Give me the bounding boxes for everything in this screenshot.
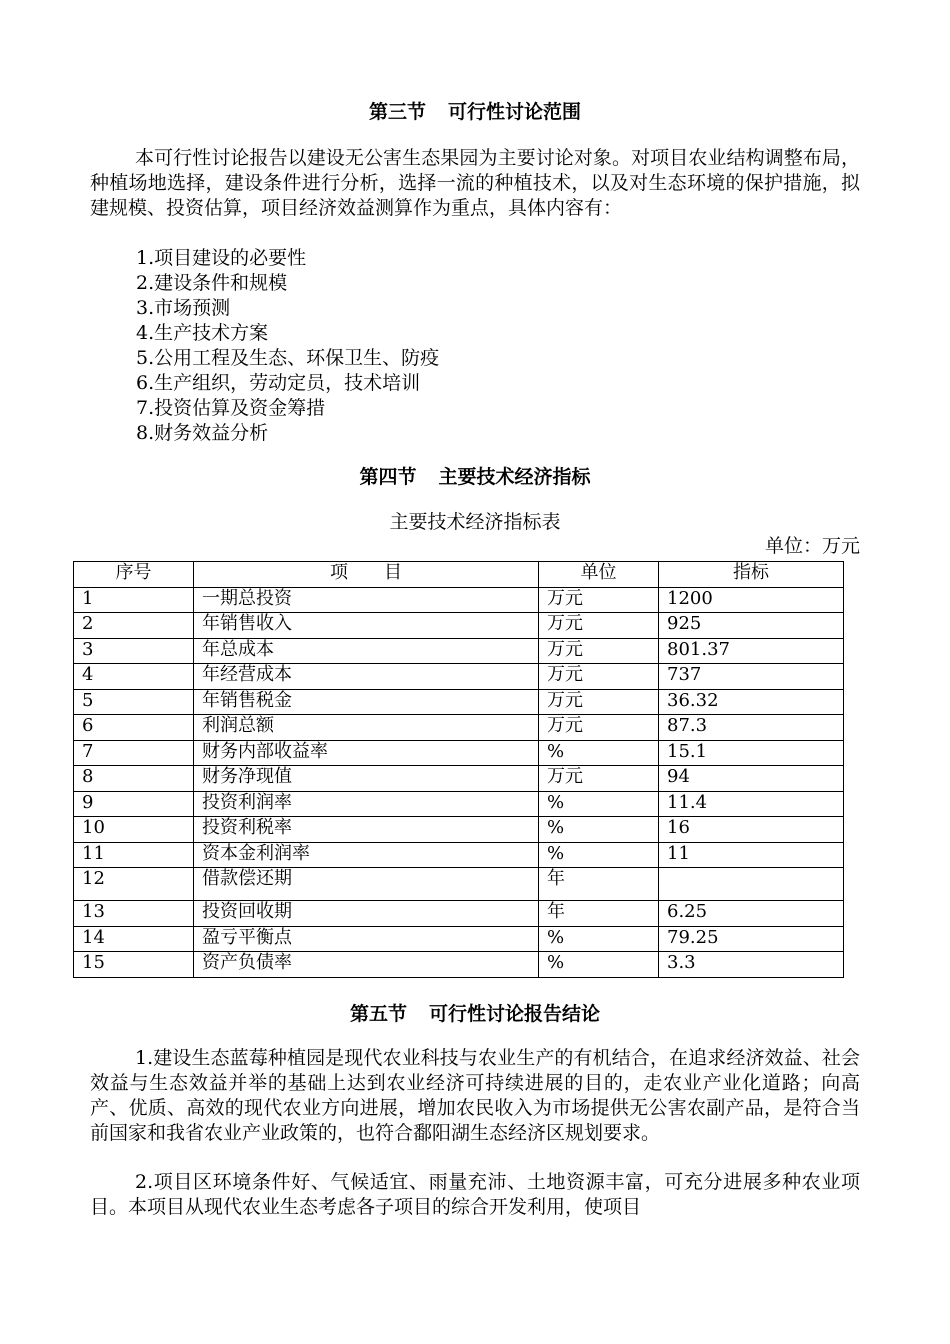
row-unit: 万元 bbox=[539, 638, 659, 664]
row-value: 801.37 bbox=[659, 638, 844, 664]
row-unit: % bbox=[539, 817, 659, 843]
table-caption: 主要技术经济指标表 bbox=[389, 511, 561, 533]
row-unit: 万元 bbox=[539, 664, 659, 690]
row-value bbox=[659, 868, 844, 901]
row-number: 10 bbox=[74, 817, 194, 843]
row-value: 11.4 bbox=[659, 791, 844, 817]
row-number: 13 bbox=[74, 901, 194, 927]
row-unit: 万元 bbox=[539, 715, 659, 741]
metrics-table-body bbox=[74, 587, 844, 977]
row-number: 6 bbox=[74, 715, 194, 741]
table-row bbox=[74, 587, 844, 613]
row-item: 资本金利润率 bbox=[194, 842, 539, 868]
section3-list-item: 5.公用工程及生态、环保卫生、防疫 bbox=[136, 347, 440, 369]
row-item: 盈亏平衡点 bbox=[194, 926, 539, 952]
table-row bbox=[74, 842, 844, 868]
table-row bbox=[74, 638, 844, 664]
row-value: 11 bbox=[659, 842, 844, 868]
row-value: 3.3 bbox=[659, 952, 844, 978]
row-item: 利润总额 bbox=[194, 715, 539, 741]
section3-list-item: 2.建设条件和规模 bbox=[136, 272, 288, 294]
table-row bbox=[74, 791, 844, 817]
row-number: 14 bbox=[74, 926, 194, 952]
row-number: 1 bbox=[74, 587, 194, 613]
section3-heading bbox=[0, 100, 950, 124]
row-item: 投资利润率 bbox=[194, 791, 539, 817]
section4-heading-title: 主要技术经济指标 bbox=[438, 466, 591, 488]
table-row bbox=[74, 613, 844, 639]
table-row bbox=[74, 715, 844, 741]
table-row bbox=[74, 766, 844, 792]
table-row bbox=[74, 817, 844, 843]
section4-heading-number: 第四节 bbox=[359, 466, 417, 488]
row-number: 9 bbox=[74, 791, 194, 817]
metrics-table bbox=[73, 561, 844, 978]
row-number: 3 bbox=[74, 638, 194, 664]
row-value: 36.32 bbox=[659, 689, 844, 715]
section3-content-list bbox=[136, 246, 439, 446]
row-number: 7 bbox=[74, 740, 194, 766]
table-unit-label: 单位：万元 bbox=[764, 535, 860, 557]
table-row bbox=[74, 689, 844, 715]
row-item: 投资回收期 bbox=[194, 901, 539, 927]
row-value: 87.3 bbox=[659, 715, 844, 741]
table-row bbox=[74, 664, 844, 690]
row-number: 2 bbox=[74, 613, 194, 639]
section5-heading-number: 第五节 bbox=[349, 1003, 407, 1025]
row-item: 投资利税率 bbox=[194, 817, 539, 843]
section3-intro: 本可行性讨论报告以建设无公害生态果园为主要讨论对象。对项目农业结构调整布局，种植场地选择，建设条件进行分析，选择一流的种植技术，以及对生态环境的保护措施，拟建规模、投资估算，项目经济效益测算作为重点，具体内容有： bbox=[90, 147, 860, 219]
row-value: 1200 bbox=[659, 587, 844, 613]
row-unit: 年 bbox=[539, 901, 659, 927]
section5-conclusion-1: 1.建设生态蓝莓种植园是现代农业科技与农业生产的有机结合，在追求经济效益、社会效益与生态效益并举的基础上达到农业经济可持续进展的目的，走农业产业化道路；向高产、优质、高效的现代农业方向进展，增加农民收入为市场提供无公害农副产品，是符合当前国家和我省农业产业政策的，也符合鄱阳湖生态经济区规划要求。 bbox=[90, 1047, 860, 1144]
section3-list-item: 6.生产组织，劳动定员，技术培训 bbox=[136, 372, 421, 394]
column-header-no: 序号 bbox=[74, 562, 194, 588]
row-unit: % bbox=[539, 952, 659, 978]
row-value: 6.25 bbox=[659, 901, 844, 927]
table-row bbox=[74, 868, 844, 901]
row-item: 年销售税金 bbox=[194, 689, 539, 715]
table-row bbox=[74, 952, 844, 978]
row-unit: 万元 bbox=[539, 689, 659, 715]
section3-heading-number: 第三节 bbox=[368, 101, 426, 123]
row-unit: 万元 bbox=[539, 613, 659, 639]
column-header-value: 指标 bbox=[659, 562, 844, 588]
section5-heading bbox=[0, 1002, 950, 1026]
row-unit: % bbox=[539, 926, 659, 952]
column-header-item: 项 目 bbox=[194, 562, 539, 588]
row-item: 借款偿还期 bbox=[194, 868, 539, 901]
row-number: 11 bbox=[74, 842, 194, 868]
section3-list-item: 4.生产技术方案 bbox=[136, 322, 269, 344]
table-row bbox=[74, 901, 844, 927]
row-value: 94 bbox=[659, 766, 844, 792]
section3-list-item: 3.市场预测 bbox=[136, 297, 231, 319]
row-unit: 万元 bbox=[539, 587, 659, 613]
row-unit: % bbox=[539, 791, 659, 817]
row-item: 年销售收入 bbox=[194, 613, 539, 639]
table-row bbox=[74, 926, 844, 952]
row-unit: % bbox=[539, 842, 659, 868]
row-number: 12 bbox=[74, 868, 194, 901]
row-item: 财务内部收益率 bbox=[194, 740, 539, 766]
row-unit: 万元 bbox=[539, 766, 659, 792]
row-item: 财务净现值 bbox=[194, 766, 539, 792]
row-item: 资产负债率 bbox=[194, 952, 539, 978]
row-value: 737 bbox=[659, 664, 844, 690]
table-row bbox=[74, 740, 844, 766]
row-item: 年总成本 bbox=[194, 638, 539, 664]
section3-list-item: 1.项目建设的必要性 bbox=[136, 247, 307, 269]
column-header-unit: 单位 bbox=[539, 562, 659, 588]
row-number: 4 bbox=[74, 664, 194, 690]
section3-list-item: 7.投资估算及资金筹措 bbox=[136, 397, 326, 419]
row-unit: 年 bbox=[539, 868, 659, 901]
table-header-row bbox=[74, 562, 844, 588]
row-item: 年经营成本 bbox=[194, 664, 539, 690]
row-value: 16 bbox=[659, 817, 844, 843]
row-value: 79.25 bbox=[659, 926, 844, 952]
row-number: 15 bbox=[74, 952, 194, 978]
section5-heading-title: 可行性讨论报告结论 bbox=[429, 1003, 601, 1025]
section3-heading-title: 可行性讨论范围 bbox=[448, 101, 582, 123]
row-value: 925 bbox=[659, 613, 844, 639]
row-item: 一期总投资 bbox=[194, 587, 539, 613]
row-value: 15.1 bbox=[659, 740, 844, 766]
row-unit: % bbox=[539, 740, 659, 766]
section5-conclusion-2: 2.项目区环境条件好、气候适宜、雨量充沛、土地资源丰富，可充分进展多种农业项目。本项目从现代农业生态考虑各子项目的综合开发利用，使项目 bbox=[90, 1171, 860, 1218]
section4-heading bbox=[0, 465, 950, 489]
section3-list-item: 8.财务效益分析 bbox=[136, 422, 269, 444]
row-number: 8 bbox=[74, 766, 194, 792]
row-number: 5 bbox=[74, 689, 194, 715]
